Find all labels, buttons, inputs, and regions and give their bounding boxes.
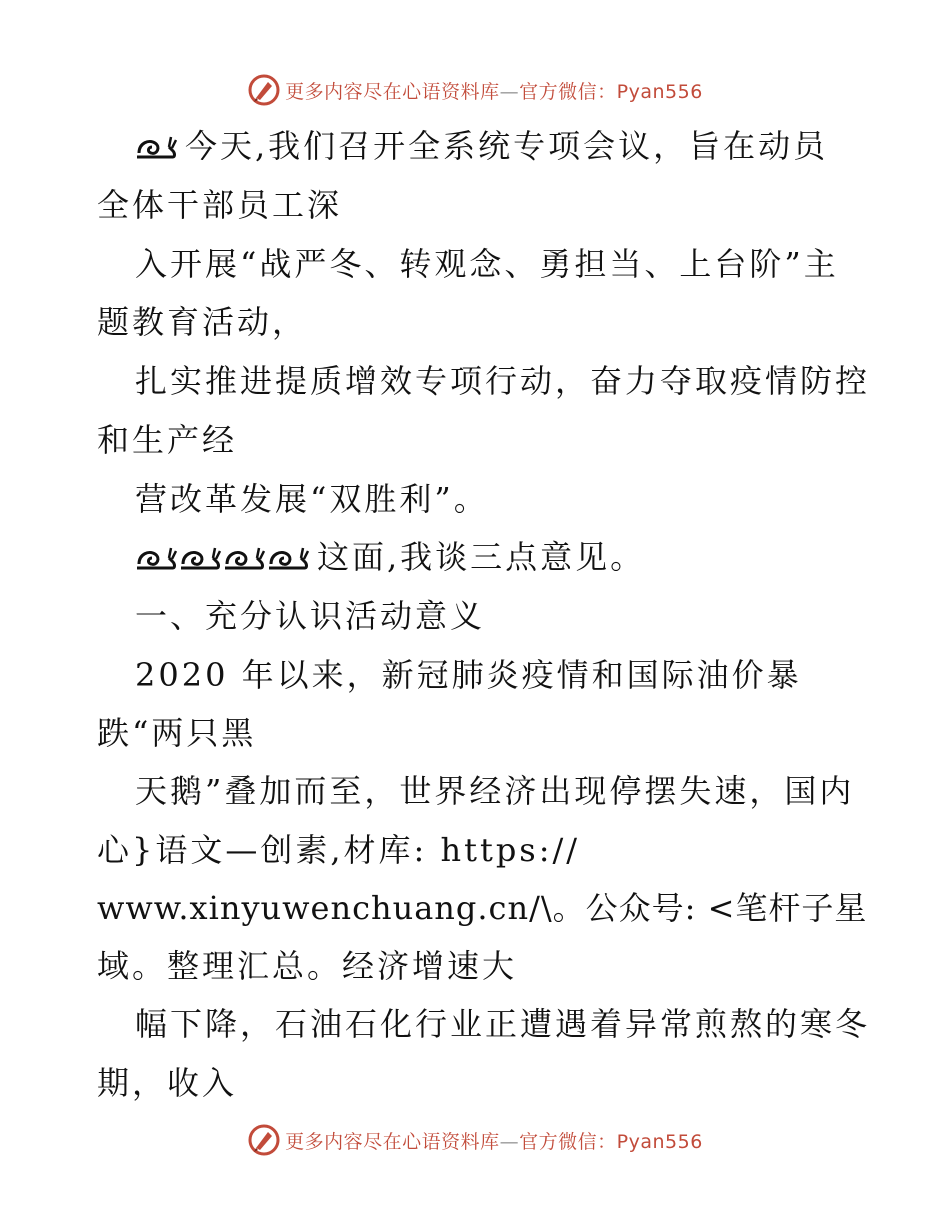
body-line-4: 题教育活动， — [97, 303, 308, 341]
body-line-7: 营改革发展“双胜利”。 — [135, 480, 489, 518]
snail-bullet-icon — [135, 541, 177, 581]
body-line-8 — [135, 537, 645, 581]
section-heading: 一、充分认识活动意义 — [135, 597, 486, 635]
body-line-13: 心}语文—创素,材库: https:// — [97, 831, 581, 869]
body-line-1 — [135, 126, 828, 170]
header-wechat-id: 官方微信：Pyan556 — [519, 80, 703, 103]
body-line-6: 和生产经 — [97, 421, 238, 459]
body-line-text: 今天,我们召开全系统专项会议，旨在动员 — [185, 127, 829, 165]
footer-wechat-id: 官方微信：Pyan556 — [519, 1130, 703, 1153]
header-banner-title: 更多内容尽在心语资料库 — [285, 80, 500, 103]
pen-logo-icon — [247, 1123, 281, 1157]
body-line-17: 期，收入 — [97, 1064, 238, 1102]
snail-bullet-icon — [135, 130, 177, 170]
snail-bullet-icon — [267, 541, 309, 581]
snail-bullet-icon — [223, 541, 265, 581]
snail-bullet-icon — [179, 541, 221, 581]
body-line-2: 全体干部员工深 — [97, 186, 343, 224]
body-line-3: 入开展“战严冬、转观念、勇担当、上台阶”主 — [135, 245, 839, 283]
footer-banner-title: 更多内容尽在心语资料库 — [285, 1130, 500, 1153]
body-line-text: 这面,我谈三点意见。 — [317, 538, 646, 576]
body-line-12: 天鹅”叠加而至，世界经济出现停摆失速，国内 — [135, 772, 855, 810]
footer-banner-separator: — — [499, 1130, 520, 1153]
body-line-5: 扎实推进提质增效专项行动，奋力夺取疫情防控 — [135, 362, 871, 400]
body-line-10: 2020 年以来，新冠肺炎疫情和国际油价暴 — [135, 656, 802, 694]
body-line-15: 域。整理汇总。经济增速大 — [97, 947, 518, 985]
body-line-16: 幅下降，石油石化行业正遭遇着异常煎熬的寒冬 — [135, 1005, 871, 1043]
footer-banner — [0, 1120, 950, 1160]
header-banner-separator: — — [499, 80, 520, 103]
footer-banner-text — [285, 1127, 703, 1154]
body-line-11: 跌“两只黑 — [97, 714, 257, 752]
body-line-14: www.xinyuwenchuang.cn/\。公众号: <笔杆子星 — [97, 889, 868, 927]
